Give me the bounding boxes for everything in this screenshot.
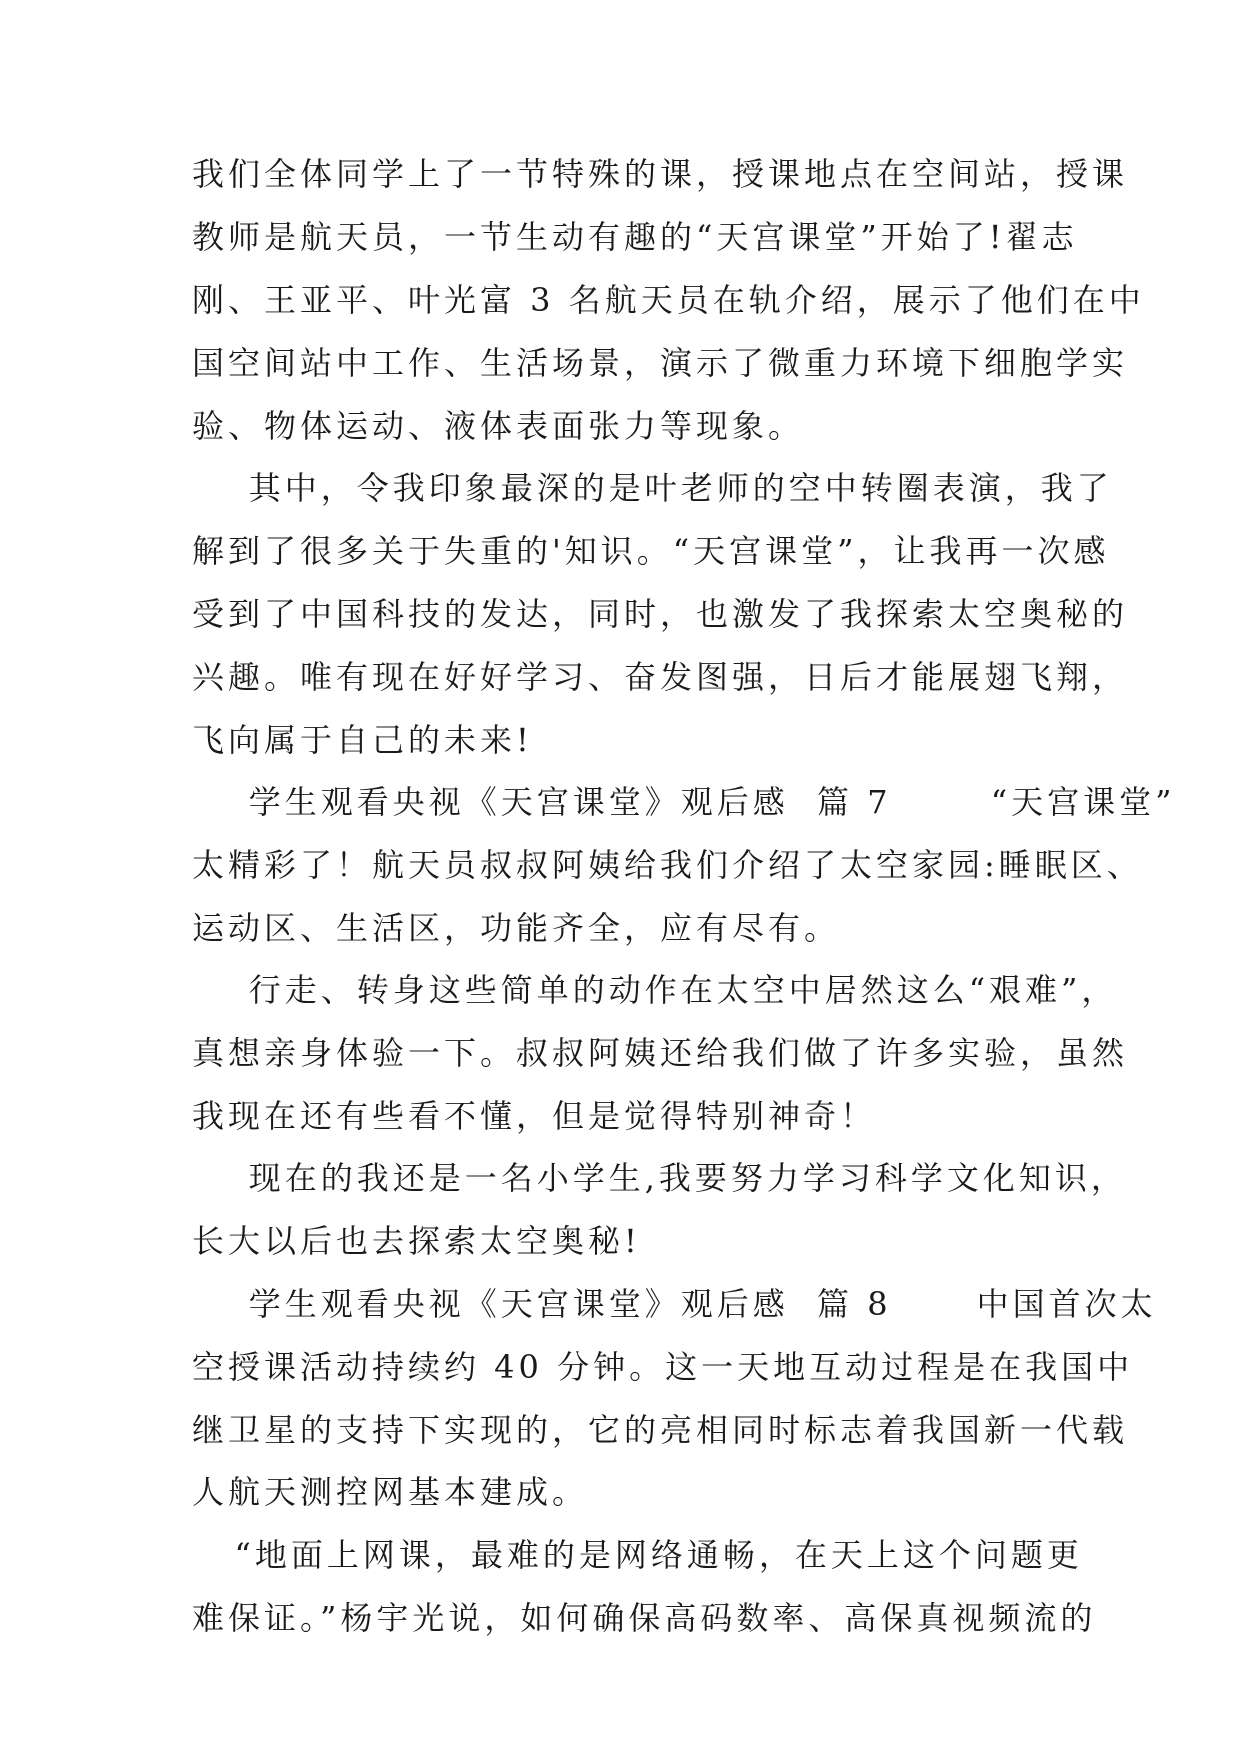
text-line: 继卫星的支持下实现的，它的亮相同时标志着我国新一代载 (192, 1411, 1129, 1449)
text-line: 行走、转身这些简单的动作在太空中居然这么“艰难”， (192, 971, 1118, 1009)
text-line: 验、物体运动、液体表面张力等现象。 (192, 407, 805, 445)
text-line: 受到了中国科技的发达，同时，也激发了我探索太空奥秘的 (192, 595, 1129, 633)
section-heading-line: 学生观看央视《天宫课堂》观后感 篇 7 “天宫课堂” (192, 783, 1176, 821)
text-line: 难保证。”杨宇光说，如何确保高码数率、高保真视频流的 (192, 1599, 1097, 1637)
text-line: 刚、王亚平、叶光富 3 名航天员在轨介绍，展示了他们在中 (192, 281, 1145, 319)
text-line: 其中，令我印象最深的是叶老师的空中转圈表演，我了 (192, 469, 1113, 507)
text-line: 人航天测控网基本建成。 (192, 1473, 589, 1511)
text-line: 国空间站中工作、生活场景，演示了微重力环境下细胞学实 (192, 344, 1129, 382)
text-line: 运动区、生活区，功能齐全，应有尽有。 (192, 909, 841, 947)
text-line: 长大以后也去探索太空奥秘! (192, 1222, 641, 1260)
text-line: 我们全体同学上了一节特殊的课，授课地点在空间站，授课 (192, 155, 1129, 193)
text-line: 飞向属于自己的未来! (192, 721, 533, 759)
text-line: 解到了很多关于失重的'知识。“天宫课堂”，让我再一次感 (192, 532, 1110, 570)
text-line: 教师是航天员，一节生动有趣的“天宫课堂”开始了!翟志 (192, 218, 1078, 256)
section-heading-line: 学生观看央视《天宫课堂》观后感 篇 8 中国首次太 (192, 1285, 1157, 1323)
text-line: 兴趣。唯有现在好好学习、奋发图强，日后才能展翅飞翔， (192, 658, 1129, 696)
text-line: 太精彩了！航天员叔叔阿姨给我们介绍了太空家园:睡眠区、 (192, 846, 1143, 884)
text-line: 真想亲身体验一下。叔叔阿姨还给我们做了许多实验，虽然 (192, 1034, 1129, 1072)
text-line: 我现在还有些看不懂，但是觉得特别神奇！ (192, 1097, 877, 1135)
text-line: 现在的我还是一名小学生,我要努力学习科学文化知识， (192, 1159, 1127, 1197)
text-line: 空授课活动持续约 40 分钟。这一天地互动过程是在我国中 (192, 1348, 1134, 1386)
text-line: “地面上网课，最难的是网络通畅，在天上这个问题更 (192, 1536, 1083, 1574)
